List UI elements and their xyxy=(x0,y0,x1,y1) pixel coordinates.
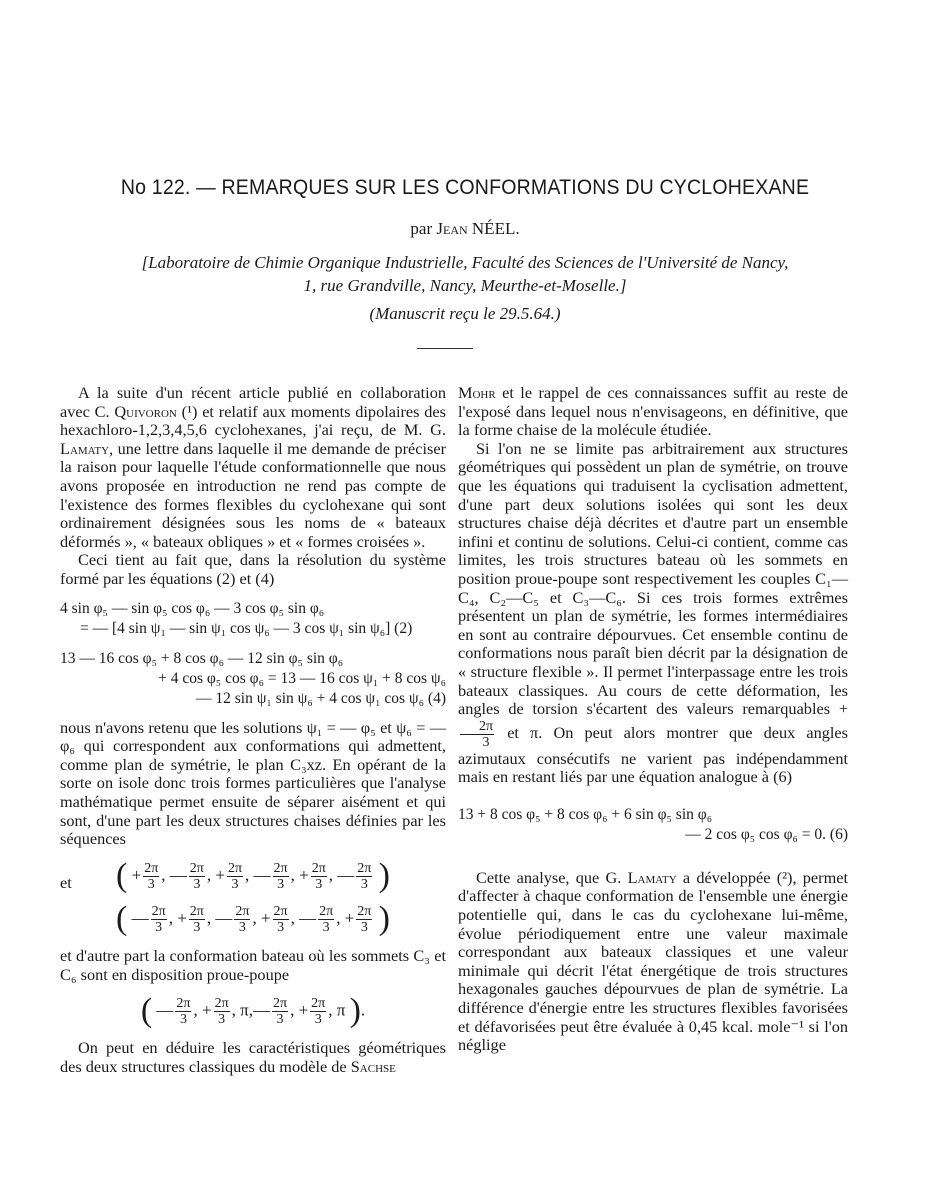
name-lamaty-2: Lamaty xyxy=(627,867,677,887)
affiliation-line-2: 1, rue Grandville, Nancy, Meurthe-et-Moselle.] xyxy=(303,276,627,295)
left-paragraph-2: Ceci tient au fait que, dans la résolution du système formé par les équations (2) et (4) xyxy=(60,550,446,588)
right-paragraph-1: Mohr et le rappel de ces connaissances suffit au reste de l'exposé dans lequel nous n'envisageons, en définitive, que la forme chaise de la molécule étudiée. xyxy=(458,383,848,440)
author-prefix: par xyxy=(410,219,437,238)
title-divider xyxy=(417,348,473,349)
received-date: (Manuscrit reçu le 29.5.64.) xyxy=(369,304,561,323)
name-lamaty: Lamaty xyxy=(60,438,110,458)
chair-sequence-1: ( + $\frac{2\pi}{3}$ , — $\frac{2\pi}{3}$ , + $\frac{2\pi}{3}$ , — $\frac{2\pi}{3}$ , + $\frac{2\pi}{3}$ , — $\frac{2\pi}{3}$ ) xyxy=(116,856,390,894)
equation-4-line-2: + 4 cos φ₅ cos φ₆ = 13 — 16 cos ψ₁ + 8 cos ψ₆ xyxy=(158,669,446,687)
name-mohr: Mohr xyxy=(458,383,496,402)
boat-sequence: ( — $\frac{2\pi}{3}$ , + $\frac{2\pi}{3}$ , π,— $\frac{2\pi}{3}$ , + $\frac{2\pi}{3}$ , π ). xyxy=(140,992,366,1030)
chair-sequence-2: ( — $\frac{2\pi}{3}$ , + $\frac{2\pi}{3}$ , — $\frac{2\pi}{3}$ , + $\frac{2\pi}{3}$ , — $\frac{2\pi}{3}$ , + $\frac{2\pi}{3}$ ) xyxy=(116,900,390,938)
right-paragraph-2: Si l'on ne se limite pas arbitrairement aux structures géométriques qui possèdent un plan de symétrie, on trouve que les équations qui traduisent la cyclisation admettent, d'une part deux solutions isolées qui sont les deux structures chaise déjà décrites et d'autre part un ensemble infini et continu de solutions. Celui-ci contient, comme cas limites, les trois structures bateau où les sommets en position proue-poupe sont respectivement les couples C₁—C₄, C₂—C₅ et C₃—C₆. Si ces trois formes extrêmes présentent un plan de symétrie, les formes intermédiaires en sont au contraire dépourvues. Cet ensemble continu de conformations nous paraît bien décrit par la désignation de « structure flexible ». Il permet l'interpassage entre les trois bateaux classiques. Au cours de cette déformation, les angles de torsion s'écartent des valeurs remarquables + $\frac{2\pi}{3}$ et π. On peut alors montrer que deux angles azimutaux consécutifs ne varient pas indépendamment mais en restant liés par une équation analogue à (6) xyxy=(458,438,848,787)
equation-6-line-2: — 2 cos φ₅ cos φ₆ = 0. (6) xyxy=(685,825,848,843)
equation-6 xyxy=(458,805,848,845)
two-pi-over-three: $\frac{2\pi}{3}$ xyxy=(460,719,494,750)
left-paragraph-5: On peut en déduire les caractéristiques géométriques des deux structures classiques du modèle de Sachse xyxy=(60,1038,446,1077)
equation-2-line-1: 4 sin φ₅ — sin φ₅ cos φ₆ — 3 cos φ₅ sin φ₆ xyxy=(60,599,325,617)
left-paragraph-3: nous n'avons retenu que les solutions ψ₁ = — φ₅ et ψ₆ = — φ₆ qui correspondent aux conformations qui admettent, comme plan de symétrie, le plan C₃xz. En opérant de la sorte on isole donc trois formes particulières que l'analyse mathématique permet ensuite de séparer aisément et qui sont, d'une part les deux structures chaises définies par les séquences xyxy=(60,717,446,849)
equation-2-line-2: = — [4 sin ψ₁ — sin ψ₁ cos ψ₆ — 3 cos ψ₁ sin ψ₆] (2) xyxy=(80,619,413,637)
author-line xyxy=(0,219,930,239)
left-column xyxy=(60,384,446,1077)
equation-4-line-3: — 12 sin ψ₁ sin ψ₆ + 4 cos ψ₁ cos ψ₆ (4) xyxy=(196,689,446,707)
equation-4-line-1: 13 — 16 cos φ₅ + 8 cos φ₆ — 12 sin φ₅ sin φ₆ xyxy=(60,649,344,667)
equation-4 xyxy=(60,649,446,709)
name-sachse: Sachse xyxy=(350,1057,396,1077)
equation-6-line-1: 13 + 8 cos φ₅ + 8 cos φ₆ + 6 sin φ₅ sin φ₆ xyxy=(458,805,713,823)
right-paragraph-3: Cette analyse, que G. Lamaty a développée (²), permet d'affecter à chaque conformation de l'ensemble une énergie potentielle qui, dans le cas du cyclohexane lui-même, évolue périodiquement entre une valeur maximale correspondant aux bateaux classiques et une valeur minimale qui décrit l'état énergétique de trois structures hexagonales gauches dépourvues de plan de symétrie. La différence d'énergie entre les structures flexibles favorisées et défavorisées peut être évaluée à 0,45 kcal. mole⁻¹ si l'on néglige xyxy=(458,867,848,1055)
equation-2 xyxy=(60,599,446,639)
name-quivoron: Quivoron xyxy=(114,401,177,421)
left-paragraph-4: et d'autre part la conformation bateau où les sommets C₃ et C₆ sont en disposition proue-poupe xyxy=(60,946,446,984)
left-paragraph-1: A la suite d'un récent article publié en collaboration avec C. Quivoron (¹) et relatif aux moments dipolaires des hexachloro-1,2,3,4,5,6 cyclohexanes, j'ai reçu, de M. G. Lamaty, une lettre dans laquelle il me demande de préciser la raison pour laquelle l'étude conformationnelle que nous avons proposée en introduction ne rend pas compte de l'existence des formes flexibles du cyclohexane qui sont ordinairement désignées sous les noms de « bateaux déformés », « bateaux obliques » et « formes croisées ». xyxy=(60,383,446,551)
right-column xyxy=(458,384,848,1055)
et-connector: et xyxy=(60,872,72,892)
affiliation-line-1: [Laboratoire de Chimie Organique Industrielle, Faculté des Sciences de l'Université de Nancy, xyxy=(141,253,789,272)
article-title: No 122. — REMARQUES SUR LES CONFORMATIONS DU CYCLOHEXANE xyxy=(120,176,810,199)
author-name: Jean NÉEL. xyxy=(436,219,520,238)
